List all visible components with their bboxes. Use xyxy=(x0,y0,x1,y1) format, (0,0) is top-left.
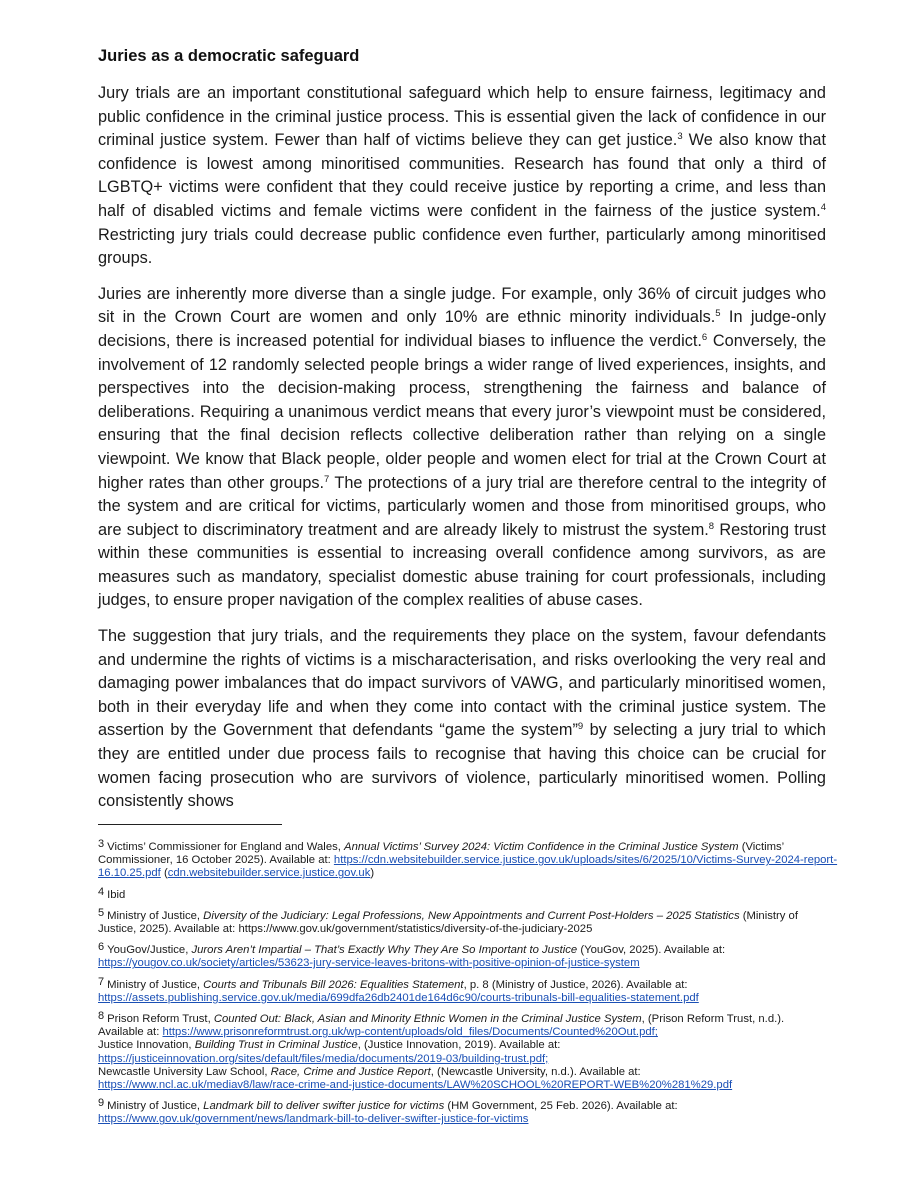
footnote-ref-9[interactable]: 9 xyxy=(577,721,584,733)
paragraph-2: Juries are inherently more diverse than a single judge. For example, only 36% of circuit judges who sit in the Crown Court are women and only 10% are ethnic minority individuals.$^5$ In judge-only decisions, there is increased potential for individual biases to influence the verdict.$^6$ Conversely, the involvement of 12 randomly selected people brings a wider range of lived experiences, insights, and perspectives into the decision-making process, strengthening the fairness and balance of deliberations. Requiring a unanimous verdict means that every juror’s viewpoint must be considered, ensuring that the final decision reflects collective deliberation rather than relying on a single viewpoint. We know that Black people, older people and women elect for trial at the Crown Court at higher rates than other groups.$^7$ The protections of a jury trial are therefore central to the integrity of the system and are critical for victims, particularly women and those from minoritised groups, who are subject to discriminatory treatment and are already likely to mistrust the system.$^8$ Restoring trust within these communities is essential to increasing overall confidence among survivors, as are measures such as mandatory, specialist domestic abuse training for court professionals, including judges, to ensure proper navigation of the complex realities of abuse cases. xyxy=(98,284,827,610)
section-heading: Juries as a democratic safeguard xyxy=(98,47,360,65)
footnote-9-link[interactable]: https://www.gov.uk/government/news/landmark-bill-to-deliver-swifter-justice-for-victims xyxy=(98,1113,529,1126)
footnote-ref-4[interactable]: 4 xyxy=(820,201,826,213)
footnote-7-link[interactable]: https://assets.publishing.service.gov.uk/media/699dfa26db2401de164d6c90/courts-tribunals-bill-equalities-statement.pdf xyxy=(98,991,699,1004)
footnote-ref-5[interactable]: 5 xyxy=(715,308,721,320)
footnote-6-link[interactable]: https://yougov.co.uk/society/articles/53623-jury-service-leaves-britons-with-positive-opinion-of-justice-system xyxy=(98,957,640,970)
footnotes xyxy=(98,838,838,1132)
footnote-3: 3 Victims’ Commissioner for England and Wales, Annual Victims’ Survey 2024: Victim Confidence in the Criminal Justice System (Victims’ Commissioner, 16 October 2025). Available at: https://cdn.websitebuilder.service.justice.gov.uk/uploads/sites/6/2025/10/Victims-Survey-2024-report-16.10.25.pdf (cdn.websitebuilder.service.justice.gov.uk) xyxy=(98,838,838,880)
footnote-4: 4 Ibid xyxy=(98,885,126,901)
paragraph-3: The suggestion that jury trials, and the requirements they place on the system, favour defendants and undermine the rights of victims is a mischaracterisation, and risks overlooking the very real and damaging power imbalances that do impact survivors of VAWG, and particularly minoritised women, both in their everyday life and when they come into contact with the criminal justice system. The assertion by the Government that defendants “game the system”$^9$ by selecting a jury trial to which they are entitled under due process fails to recognise that having this choice can be crucial for women facing prosecution who are survivors of violence, particularly minoritised women. Polling consistently shows xyxy=(98,627,826,811)
footnote-3-link-short[interactable]: cdn.websitebuilder.service.justice.gov.uk xyxy=(167,867,371,880)
footnote-8: 8 Prison Reform Trust, Counted Out: Black, Asian and Minority Ethnic Women in the Criminal Justice System, (Prison Reform Trust, n.d.). Available at: https://www.prisonreformtrust.org.uk/wp-content/uploads/old_files/Documents/Counted%20Out.pdf; Justice Innovation, Building Trust in Criminal Justice, (Justice Innovation, 2019). Available at: https://justiceinnovation.org/sites/default/files/media/documents/2019-03/building-trust.pdf; Newcastle University Law School, Race, Crime and Justice Report, (Newcastle University, n.d.). Available at: https://www.ncl.ac.uk/mediav8/law/race-crime-and-justice-documents/LAW%20SCHOOL%20REPORT-WEB%20%281%29.pdf xyxy=(98,1010,838,1092)
footnote-5: 5 Ministry of Justice, Diversity of the Judiciary: Legal Professions, New Appointments and Current Post-Holders – 2025 Statistics (Ministry of Justice, 2025). Available at: https://www.gov.uk/government/statistics/diversity-of-the-judiciary-2025 xyxy=(98,906,798,936)
footnote-ref-8[interactable]: 8 xyxy=(708,520,715,532)
footnote-6: 6 YouGov/Justice, Jurors Aren’t Impartial – That’s Exactly Why They Are So Important to Justice (YouGov, 2025). Available at: https://yougov.co.uk/society/articles/53623-jury-service-leaves-britons-with-positive-opinion-of-justice-system xyxy=(98,941,838,970)
footnote-separator xyxy=(98,824,282,825)
footnote-8-link-1[interactable]: https://www.prisonreformtrust.org.uk/wp-content/uploads/old_files/Documents/Counted%20Out.pdf; xyxy=(162,1026,658,1039)
footnote-8-link-2[interactable]: https://justiceinnovation.org/sites/default/files/media/documents/2019-03/building-trust.pdf; xyxy=(98,1052,549,1065)
footnote-3-link[interactable]: https://cdn.websitebuilder.service.justice.gov.uk/uploads/sites/6/2025/10/Victims-Survey-2024-report-16.10.25.pdf xyxy=(98,854,838,880)
footnote-ref-7[interactable]: 7 xyxy=(324,473,330,485)
footnote-ref-3[interactable]: 3 xyxy=(677,131,683,143)
body-content xyxy=(98,44,826,826)
paragraph-1: Jury trials are an important constitutional safeguard which help to ensure fairness, legitimacy and public confidence in the criminal justice process. This is essential given the lack of confidence in our criminal justice system. Fewer than half of victims believe they can get justice.$^3$ We also know that confidence is lowest among minoritised communities. Research has found that only a third of LGBTQ+ victims were confident that they could receive justice by reporting a crime, and less than half of disabled victims and female victims were confident in the fairness of the justice system.$^4$ Restricting jury trials could decrease public confidence even further, particularly among minoritised groups. xyxy=(98,84,826,268)
footnote-9: 9 Ministry of Justice, Landmark bill to deliver swifter justice for victims (HM Government, 25 Feb. 2026). Available at: https://www.gov.uk/government/news/landmark-bill-to-deliver-swifter-justice-for-victims xyxy=(98,1097,838,1126)
footnote-ref-6[interactable]: 6 xyxy=(701,331,708,343)
footnote-8-link-3[interactable]: https://www.ncl.ac.uk/mediav8/law/race-crime-and-justice-documents/LAW%20SCHOOL%20REPORT-WEB%20%281%29.pdf xyxy=(98,1079,733,1092)
footnote-7: 7 Ministry of Justice, Courts and Tribunals Bill 2026: Equalities Statement, p. 8 (Ministry of Justice, 2026). Available at: https://assets.publishing.service.gov.uk/media/699dfa26db2401de164d6c90/courts-tribunals-bill-equalities-statement.pdf xyxy=(98,976,838,1005)
